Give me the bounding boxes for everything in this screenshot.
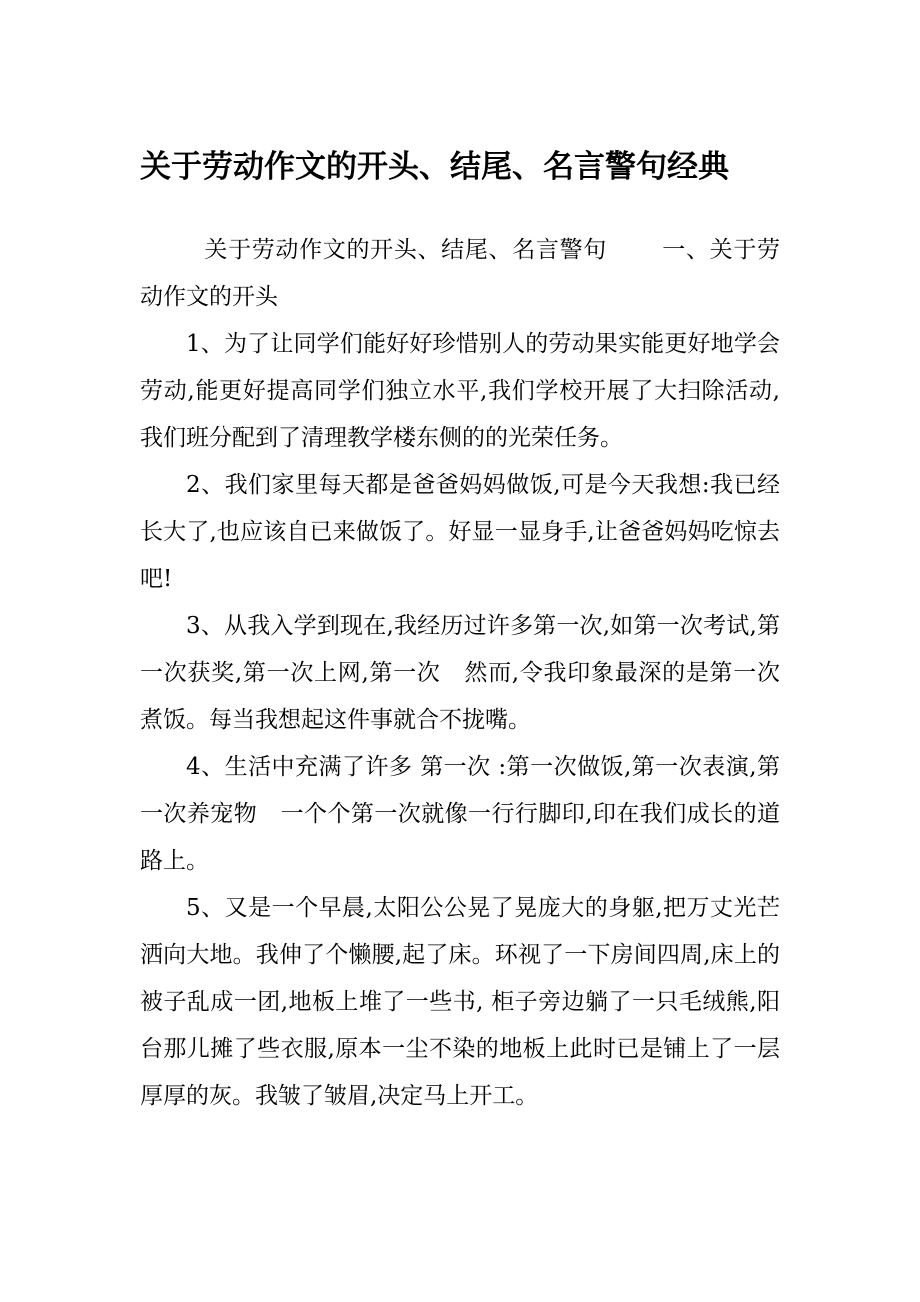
document-title: 关于劳动作文的开头、结尾、名言警句经典 — [140, 149, 729, 185]
intro-paragraph: 关于劳动作文的开头、结尾、名言警句 一、关于劳动作文的开头 — [140, 237, 780, 310]
paragraph-4: 4、生活中充满了许多 第一次 :第一次做饭,第一次表演,第一次养宠物 一个个第一次就像一行行脚印,印在我们成长的道路上。 — [140, 754, 780, 874]
paragraph-1: 1、为了让同学们能好好珍惜别人的劳动果实能更好地学会劳动,能更好提高同学们独立水平,我们学校开展了大扫除活动,我们班分配到了清理教学楼东侧的的光荣任务。 — [140, 331, 780, 451]
paragraph-5: 5、又是一个早晨,太阳公公晃了晃庞大的身躯,把万丈光芒洒向大地。我伸了个懒腰,起了床。环视了一下房间四周,床上的被子乱成一团,地板上堆了一些书, 柜子旁边躺了一只毛绒熊,阳台那儿摊了些衣服,原本一尘不染的地板上此时已是铺上了一层厚厚的灰。我皱了皱眉,决定马上开工。 — [140, 895, 780, 1109]
paragraph-2: 2、我们家里每天都是爸爸妈妈做饭,可是今天我想:我已经长大了,也应该自已来做饭了。好显一显身手,让爸爸妈妈吃惊去吧! — [140, 472, 780, 592]
paragraph-3: 3、从我入学到现在,我经历过许多第一次,如第一次考试,第一次获奖,第一次上网,第一次 然而,令我印象最深的是第一次煮饭。每当我想起这件事就合不拢嘴。 — [140, 613, 780, 733]
document-body — [140, 227, 780, 1120]
